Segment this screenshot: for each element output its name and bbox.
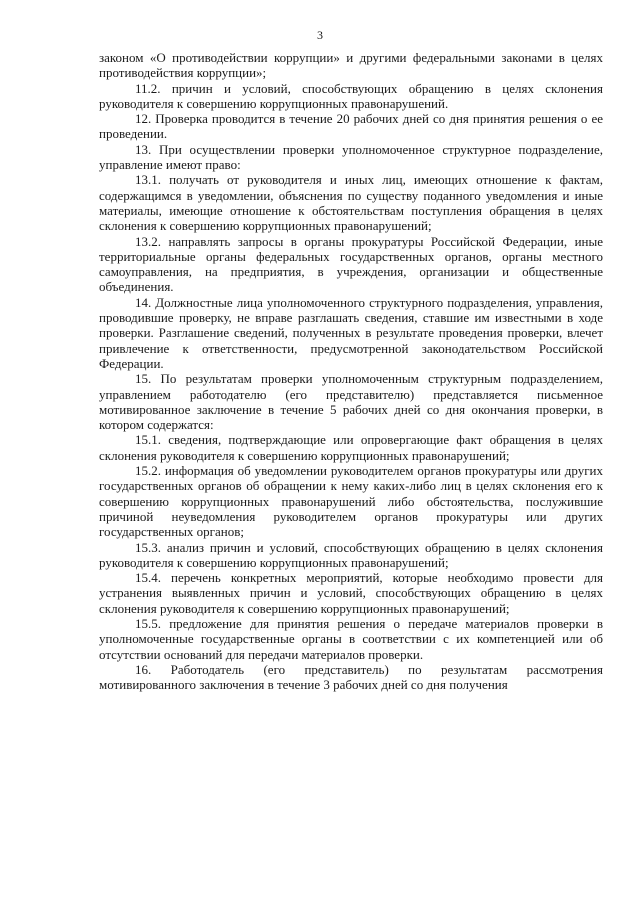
paragraph: законом «О противодействии коррупции» и другими федеральными законами в целях противодействия коррупции»; (99, 50, 603, 81)
paragraph-15-3: 15.3. анализ причин и условий, способствующих обращению в целях склонения руководителя к совершению коррупционных правонарушений; (99, 539, 603, 570)
paragraph-14: 14. Должностные лица уполномоченного структурного подразделения, управления, проводившие проверку, не вправе разглашать сведения, ставшие им известными в ходе проверки. Разглашение сведений, полученных в результате проведения проверки, влечет привлечение к ответственности, предусмотренной законодательством Российской Федерации. (99, 294, 603, 371)
paragraph-15-2: 15.2. информация об уведомлении руководителем органов прокуратуры или других государственных органов об обращении к нему каких-либо лиц в целях склонения его к совершению коррупционных правонарушений либо обстоятельства, послужившие причиной неуведомления руководителем органов прокуратуры или других государственных органов; (99, 463, 603, 540)
paragraph-15-4: 15.4. перечень конкретных мероприятий, которые необходимо провести для устранения выявленных причин и условий, способствующих обращению в целях склонения руководителя к совершению коррупционных правонарушений; (99, 570, 603, 616)
paragraph-13-1: 13.1. получать от руководителя и иных лиц, имеющих отношение к фактам, содержащимся в уведомлении, объяснения по существу поданного уведомления и иные материалы, имеющие отношение к обстоятельствам поступления обращения в целях склонения к совершению коррупционных правонарушений; (99, 172, 603, 234)
paragraph-15-1: 15.1. сведения, подтверждающие или опровергающие факт обращения в целях склонения руководителя к совершению коррупционных правонарушений; (99, 432, 603, 463)
paragraph-12: 12. Проверка проводится в течение 20 рабочих дней со дня принятия решения о ее проведении. (99, 111, 603, 142)
paragraph-15: 15. По результатам проверки уполномоченным структурным подразделением, управлением работодателю (его представителю) представляется письменное мотивированное заключение в течение 5 рабочих дней со дня окончания проверки, в котором содержатся: (99, 371, 603, 433)
paragraph-16: 16. Работодатель (его представитель) по результатам рассмотрения мотивированного заключения в течение 3 рабочих дней со дня получения (99, 661, 603, 693)
paragraph-13: 13. При осуществлении проверки уполномоченное структурное подразделение, управление имеют право: (99, 141, 603, 173)
paragraph-15-5: 15.5. предложение для принятия решения о передаче материалов проверки в уполномоченные государственные органы в соответствии с их компетенцией или об отсутствии оснований для передачи материалов проверки. (99, 615, 603, 662)
document-body (99, 50, 603, 692)
page-number: 3 (317, 28, 323, 42)
paragraph-11-2: 11.2. причин и условий, способствующих обращению в целях склонения руководителя к совершению коррупционных правонарушений. (99, 80, 603, 111)
paragraph-13-2: 13.2. направлять запросы в органы прокуратуры Российской Федерации, иные территориальные органы федеральных государственных органов, органы местного самоуправления, на предприятия, в учреждения, организации и общественные объединения. (99, 233, 603, 295)
